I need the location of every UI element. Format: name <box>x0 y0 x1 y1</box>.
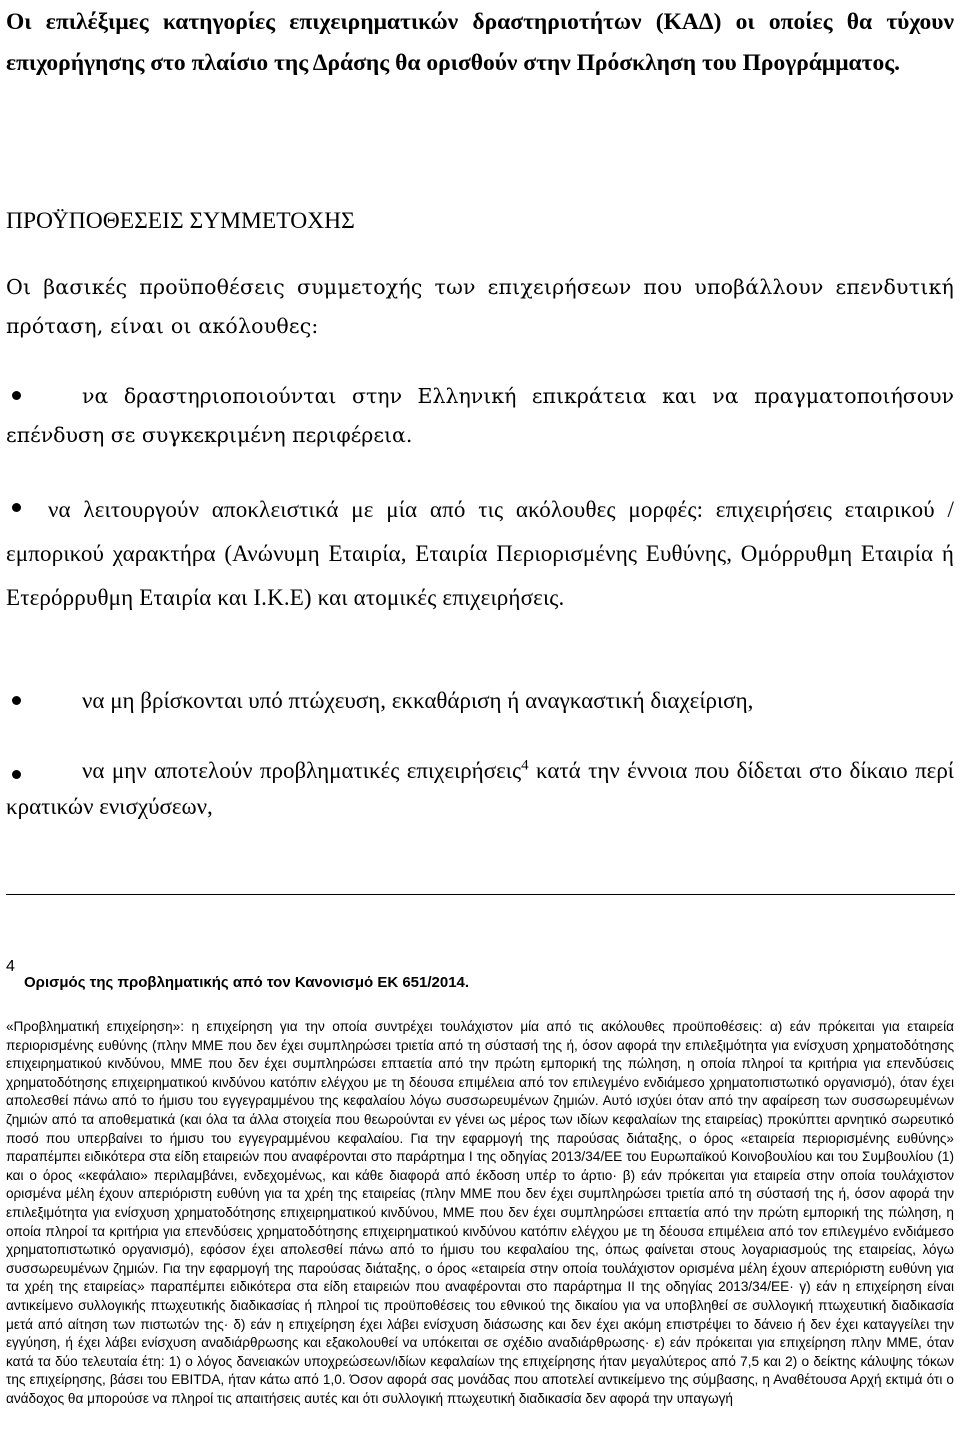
bullet-text-1: να δραστηριοποιούνται στην Ελληνική επικράτεια και να πραγματοποιήσουν επένδυση σε συγκεκριμένη περιφέρεια. <box>6 384 954 447</box>
bullet-item-2 <box>6 488 954 620</box>
bullet-dot-icon <box>12 696 21 705</box>
footnote-number: 4 <box>6 958 15 975</box>
intro-paragraph: Οι επιλέξιμες κατηγορίες επιχειρηματικών δραστηριοτήτων (ΚΑΔ) οι οποίες θα τύχουν επιχορήγησης στο πλαίσιο της Δράσης θα ορισθούν στην Πρόσκληση του Προγράμματος. <box>6 9 954 76</box>
footnote-separator <box>6 894 955 895</box>
bullet-dot-icon <box>12 770 21 779</box>
footnote-body: «Προβληματική επιχείρηση»: η επιχείρηση για την οποία συντρέχει τουλάχιστον μία από τις ακόλουθες προϋποθέσεις: α) εάν πρόκειται για εταιρεία περιορισμένης ευθύνης (πλην ΜΜΕ που δεν έχει συμπληρώσει τριετία από τη σύστασή της ή, όσον αφορά την επιλεξιμότητα για ενίσχυση χρηματοδότησης επιχειρηματικού κινδύνου, ΜΜΕ που δεν έχει συμπληρώσει επταετία από την πρώτη εμπορική της πώληση, η οποία πληροί τα κριτήρια για επενδύσεις χρηματοδότησης επιχειρηματικού κινδύνου κατόπιν ελέγχου με τη δέουσα επιμέλεια από τον επιλεγμένο ενδιάμεσο χρηματοπιστωτικό οργανισμό), όταν έχει απολεσθεί πάνω από το ήμισυ του εγγεγραμμένου της κεφαλαίου λόγω συσσωρευμένων ζημιών. Αυτό ισχύει όταν από την αφαίρεση των συσσωρευμένων ζημιών από τα αποθεματικά (και όλα τα άλλα στοιχεία που θεωρούνται εν γένει ως μέρος των ιδίων κεφαλαίων της εταιρείας) προκύπτει αρνητικό σωρευτικό ποσό που υπερβαίνει το ήμισυ του εγγεγραμμένου κεφαλαίου. Για την εφαρμογή της παρούσας διάταξης, ο όρος «εταιρεία περιορισμένης ευθύνης» παραπέμπει ειδικότερα στα είδη εταιρειών που αναφέρονται στο παράρτημα Ι της οδηγίας 2013/34/ΕΕ του Ευρωπαϊκού Κοινοβουλίου και του Συμβουλίου (1) και ο όρος «κεφάλαιο» περιλαμβάνει, ενδεχομένως, και κάθε διαφορά από έκδοση υπέρ το άρτιο· β) εάν πρόκειται για εταιρεία στην οποία τουλάχιστον ορισμένα μέλη έχουν απεριόριστη ευθύνη για τα χρέη της εταιρείας (πλην ΜΜΕ που δεν έχει συμπληρώσει τριετία από τη σύστασή της ή, όσον αφορά την επιλεξιμότητα για ενίσχυση χρηματοδότησης επιχειρηματικού κινδύνου, ΜΜΕ που δεν έχει συμπληρώσει επταετία από την πρώτη εμπορική της πώληση, η οποία πληροί τα κριτήρια για επενδύσεις χρηματοδότησης επιχειρηματικού κινδύνου κατόπιν ελέγχου με τη δέουσα επιμέλεια από τον επιλεγμένο ενδιάμεσο χρηματοπιστωτικό οργανισμό), εφόσον έχει απολεσθεί πάνω από το ήμισυ του κεφαλαίου της, όπως φαίνεται στους λογαριασμούς της εταιρείας, λόγω συσσωρευμένων ζημιών. Για την εφαρμογή της παρούσας διάταξης, ο όρος «εταιρεία στην οποία τουλάχιστον ορισμένα μέλη έχουν απεριόριστη ευθύνη για τα χρέη της εταιρείας» παραπέμπει ειδικότερα στα είδη εταιρειών που αναφέρονται στο παράρτημα ΙΙ της οδηγίας 2013/34/ΕΕ· γ) εάν η επιχείρηση είναι αντικείμενο συλλογικής πτωχευτικής διαδικασίας ή πληροί τις προϋποθέσεις του εθνικού της δικαίου για να υποβληθεί σε συλλογική πτωχευτική διαδικασία μετά από αίτηση των πιστωτών της· δ) εάν η επιχείρηση έχει λάβει ενίσχυση διάσωσης και δεν έχει ακόμη επιστρέψει το δάνειο ή δεν έχει καταγγείλει την εγγύηση, ή έχει λάβει ενίσχυση αναδιάρθρωσης και εξακολουθεί να υπόκειται σε σχέδιο αναδιάρθρωσης· ε) εάν πρόκειται για επιχείρηση πλην ΜΜΕ, όταν κατά τα δύο τελευταία έτη: 1) ο λόγος δανειακών υποχρεώσεων/ιδίων κεφαλαίων της επιχείρησης ήταν μεγαλύτερος από 7,5 και 2) ο δείκτης κάλυψης τόκων της επιχείρησης, βάσει του EBITDA, ήταν κάτω από 1,0. Όσον αφορά σας μονάδας που αποτελεί αντικείμενο της σύμβασης, η Αναθέτουσα Αρχή εκτιμά ότι ο ανάδοχος θα μπορούσε να πληροί τις απαιτήσεις αυτές και ότι συλλογική πτωχευτική διαδικασία δεν αφορά την υπαγωγή <box>6 1019 954 1406</box>
bullet-text-4 <box>6 753 954 825</box>
bullet-dot-icon <box>12 391 21 400</box>
footnote-title: Ορισμός της προβληματικής από τον Κανονισμό ΕΚ 651/2014. <box>24 974 470 991</box>
bullet-item-4 <box>6 753 954 825</box>
section-heading: ΠΡΟΫΠΟΘΕΣΕΙΣ ΣΥΜΜΕΤΟΧΗΣ <box>6 208 355 234</box>
bullet-text-2: να λειτουργούν αποκλειστικά με μία από τις ακόλουθες μορφές: επιχειρήσεις εταιρικού / εμπορικού χαρακτήρα (Ανώνυμη Εταιρία, Εταιρία Περιορισμένης Ευθύνης, Ομόρρυθμη Εταιρία ή Ετερόρρυθμη Εταιρία και Ι.Κ.Ε) και ατομικές επιχειρήσεις. <box>6 497 954 610</box>
bullet-item-1 <box>6 377 954 455</box>
bullet-item-3 <box>6 681 954 721</box>
bullet-dot-icon <box>12 503 21 512</box>
conditions-intro-paragraph: Οι βασικές προϋποθέσεις συμμετοχής των επιχειρήσεων που υποβάλλουν επενδυτική πρόταση, είναι οι ακόλουθες: <box>6 275 954 338</box>
footnote-reference[interactable]: 4 <box>521 757 529 774</box>
bullet-text-3: να μη βρίσκονται υπό πτώχευση, εκκαθάριση ή αναγκαστική διαχείριση, <box>82 688 754 713</box>
bullet-text-4-after: κατά την έννοια που δίδεται στο δίκαιο περί κρατικών ενισχύσεων, <box>6 758 954 819</box>
bullet-text-4-before: να μην αποτελούν προβληματικές επιχειρήσεις <box>82 758 522 783</box>
